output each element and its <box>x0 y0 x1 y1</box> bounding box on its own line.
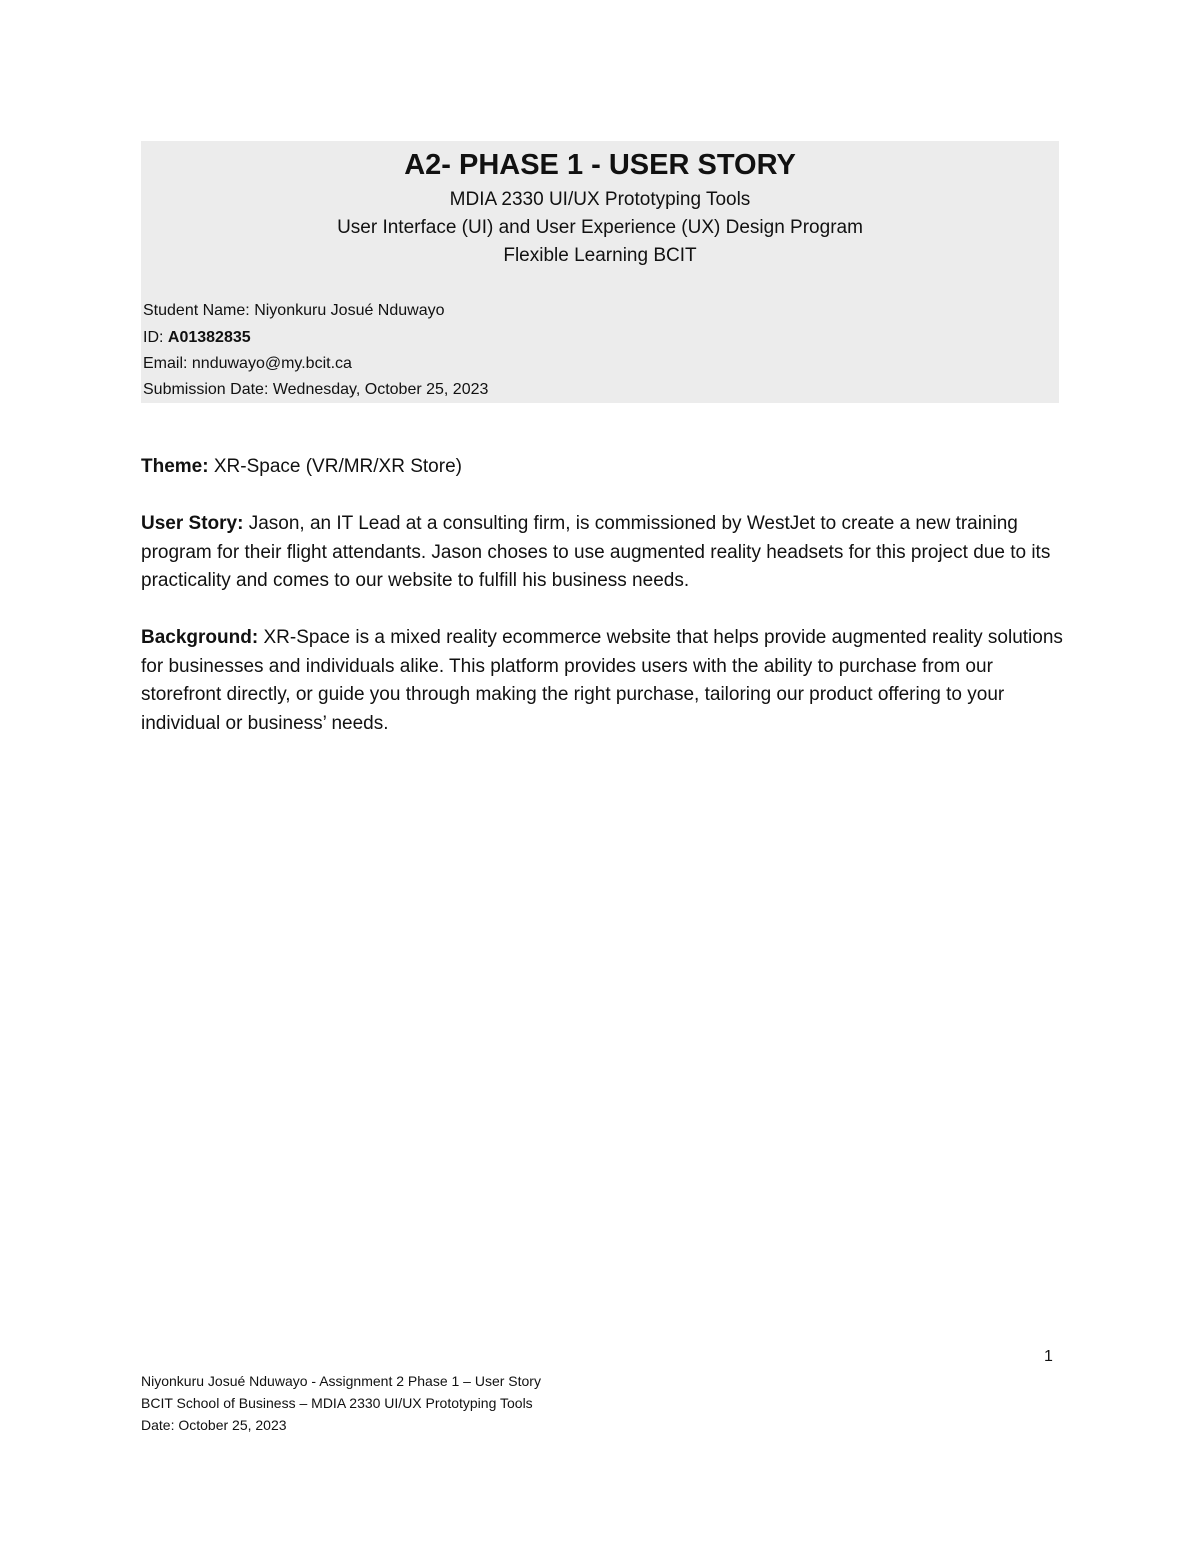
student-id-line <box>143 327 251 349</box>
student-email-value: nnduwayo@my.bcit.ca <box>191 355 352 372</box>
user-story-label: User Story: <box>141 513 244 534</box>
document-title: A2- PHASE 1 - USER STORY <box>404 149 796 181</box>
user-story-paragraph <box>141 510 1066 596</box>
student-name-line <box>143 300 445 322</box>
student-id-label: ID: <box>143 329 164 346</box>
submission-date-label: Submission Date: <box>143 381 269 398</box>
student-name-label: Student Name: <box>143 302 250 319</box>
student-id-value: A01382835 <box>167 329 251 346</box>
user-story-text: Jason, an IT Lead at a consulting firm, is commissioned by WestJet to create a new training program for their flight attendants. Jason choses to use augmented reality headsets for this project due to its practicality and comes to our website to fulfill his business needs. <box>141 513 1051 591</box>
student-email-line <box>143 353 352 375</box>
page-number: 1 <box>1044 1348 1053 1365</box>
title-block <box>141 141 1059 403</box>
submission-date-value: Wednesday, October 25, 2023 <box>272 381 489 398</box>
theme-label: Theme: <box>141 456 209 477</box>
background-label: Background: <box>141 627 259 648</box>
submission-date-line <box>143 379 488 401</box>
program-name: User Interface (UI) and User Experience (UX) Design Program <box>337 217 863 238</box>
background-paragraph <box>141 624 1066 738</box>
theme-text: XR-Space (VR/MR/XR Store) <box>213 456 462 477</box>
student-name-value: Niyonkuru Josué Nduwayo <box>254 302 445 319</box>
background-text: XR-Space is a mixed reality ecommerce website that helps provide augmented reality solutions for businesses and individuals alike. This platform provides users with the ability to purchase from our storefront directly, or guide you through making the right purchase, tailoring our product offering to your individual or business’ needs. <box>141 627 1063 734</box>
theme-paragraph <box>141 453 1066 482</box>
course-name: MDIA 2330 UI/UX Prototyping Tools <box>449 189 751 210</box>
footer-school-line: BCIT School of Business – MDIA 2330 UI/UX Prototyping Tools <box>141 1395 533 1411</box>
student-email-label: Email: <box>143 355 188 372</box>
institution-name: Flexible Learning BCIT <box>503 245 697 266</box>
footer-author-line: Niyonkuru Josué Nduwayo - Assignment 2 Phase 1 – User Story <box>141 1373 541 1389</box>
footer-date-line: Date: October 25, 2023 <box>141 1417 287 1433</box>
